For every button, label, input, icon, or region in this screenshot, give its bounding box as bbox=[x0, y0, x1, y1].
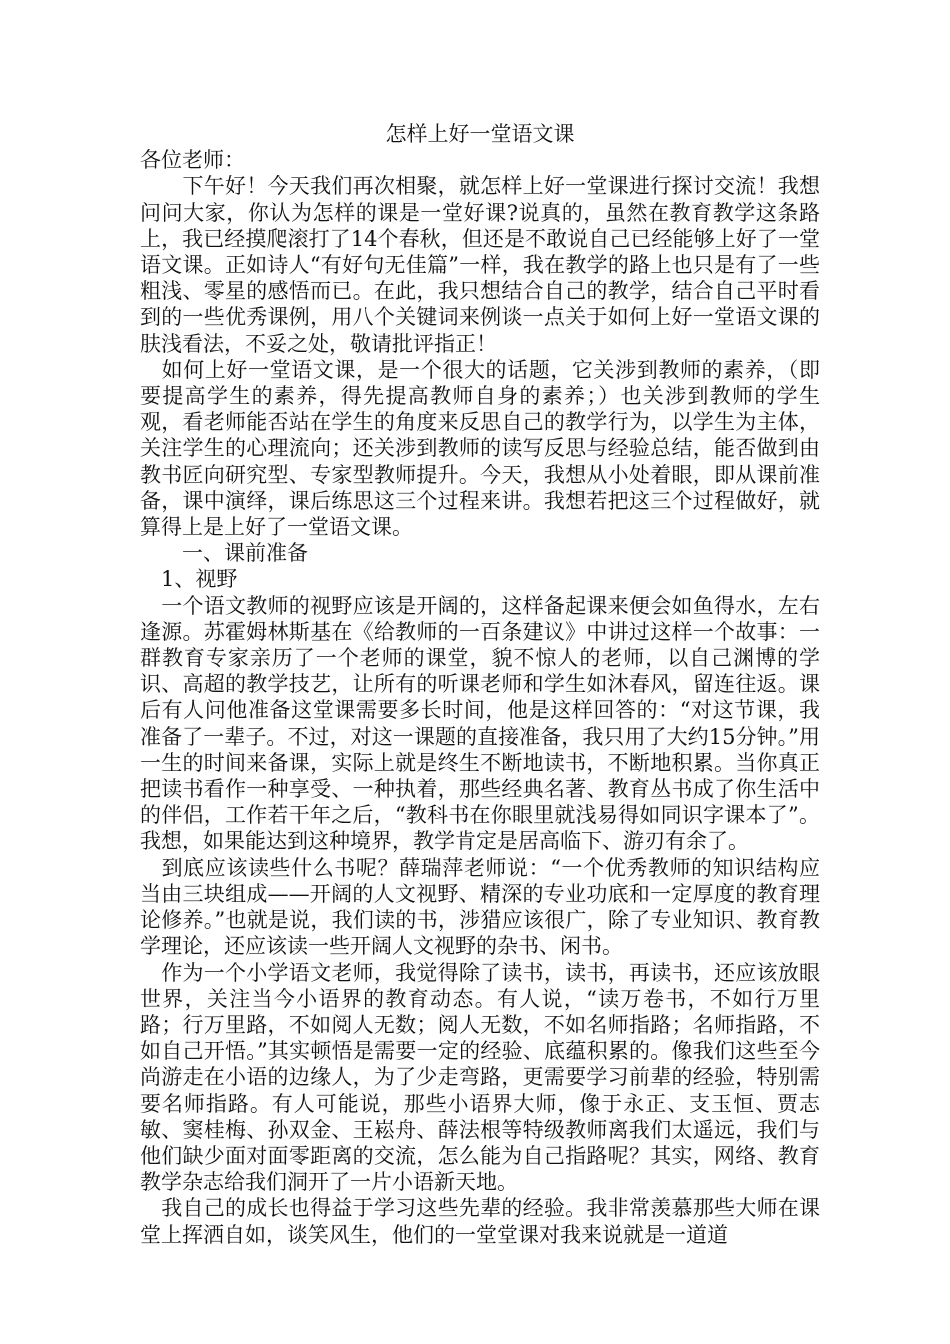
subheading-vision: 1、视野 bbox=[140, 567, 238, 592]
paragraph-mentors: 作为一个小学语文老师，我觉得除了读书，读书，再读书，还应该放眼世界，关注当今小语界的教育动态。有人说，“读万卷书，不如行万里路；行万里路，不如阅人无数；阅人无数，不如名师指路；名师指路，不如自己开悟。”其实顿悟是需要一定的经验、底蕴积累的。像我们这些至今尚游走在小语的边缘人，为了少走弯路，更需要学习前辈的经验，特别需要名师指路。有人可能说，那些小语界大师，像于永正、支玉恒、贾志敏、窦桂梅、孙双金、王崧舟、薛法根等特级教师离我们太遥远，我们与他们缺少面对面零距离的交流，怎么能为自己指路呢？其实，网络、教育教学杂志给我们洞开了一片小语新天地。 bbox=[140, 960, 820, 1195]
document-body bbox=[140, 121, 820, 1248]
paragraph-growth: 我自己的成长也得益于学习这些先辈的经验。我非常羡慕那些大师在课堂上挥洒自如，谈笑风生，他们的一堂堂课对我来说就是一道道 bbox=[140, 1196, 820, 1247]
section-heading-preparation: 一、课前准备 bbox=[140, 541, 308, 566]
paragraph-greeting: 下午好！今天我们再次相聚，就怎样上好一堂课进行探讨交流！我想问问大家，你认为怎样的课是一堂好课?说真的，虽然在教育教学这条路上，我已经摸爬滚打了14个春秋，但还是不敢说自己已经能够上好了一堂语文课。正如诗人“有好句无佳篇”一样，我在教学的路上也只是有了一些粗浅、零星的感悟而已。在此，我只想结合自己的教学，结合自己平时看到的一些优秀课例，用八个关键词来例谈一点关于如何上好一堂语文课的肤浅看法，不妥之处，敬请批评指正！ bbox=[140, 174, 820, 356]
paragraph-reading: 到底应该读些什么书呢？薛瑞萍老师说：“一个优秀教师的知识结构应当由三块组成——开阔的人文视野、精深的专业功底和一定厚度的教育理论修养。”也就是说，我们读的书，涉猎应该很广，除了专业知识、教育教学理论，还应该读一些开阔人文视野的杂书、闲书。 bbox=[140, 855, 820, 959]
paragraph-vision: 一个语文教师的视野应该是开阔的，这样备起课来便会如鱼得水，左右逢源。苏霍姆林斯基在《给教师的一百条建议》中讲过这样一个故事：一群教育专家亲历了一个老师的课堂，貌不惊人的老师，以自己渊博的学识、高超的教学技艺，让所有的听课老师和学生如沐春风，留连往返。课后有人问他准备这堂课需要多长时间，他是这样回答的：“对这节课，我准备了一辈子。不过，对这一课题的直接准备，我只用了大约15分钟。”用一生的时间来备课，实际上就是终生不断地读书，不断地积累。当你真正把读书看作一种享受、一种执着，那些经典名著、教育丛书成了你生活中的伴侣，工作若干年之后，“教科书在你眼里就浅易得如同识字课本了”。我想，如果能达到这种境界，教学肯定是居高临下、游刃有余了。 bbox=[140, 593, 820, 854]
paragraph-topic: 如何上好一堂语文课，是一个很大的话题，它关涉到教师的素养，（即要提高学生的素养，得先提高教师自身的素养；）也关涉到教师的学生观，看老师能否站在学生的角度来反思自己的教学行为，以学生为主体，关注学生的心理流向；还关涉到教师的读写反思与经验总结，能否做到由教书匠向研究型、专家型教师提升。今天，我想从小处着眼，即从课前准备，课中演绎，课后练思这三个过程来讲。我想若把这三个过程做好，就算得上是上好了一堂语文课。 bbox=[140, 357, 820, 540]
salutation: 各位老师： bbox=[140, 148, 245, 173]
document-title: 怎样上好一堂语文课 bbox=[385, 122, 575, 146]
